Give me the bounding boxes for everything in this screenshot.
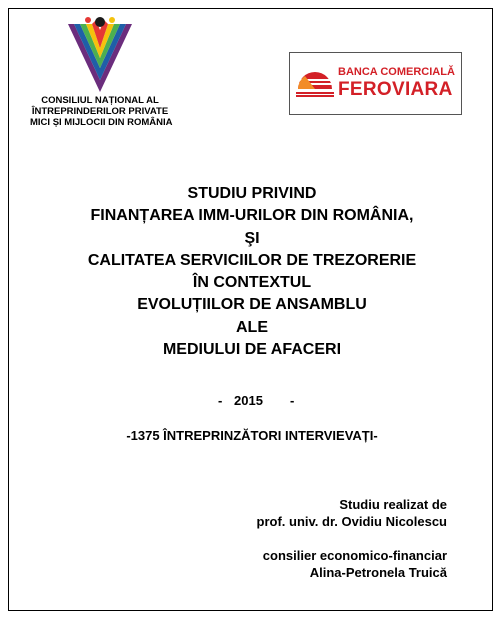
- bank-name-line-2: FEROVIARA: [338, 79, 453, 100]
- title-line-3: ŞI: [244, 229, 260, 247]
- bank-sun-icon: [296, 65, 334, 101]
- credits-line-4: Alina-Petronela Truică: [309, 565, 447, 580]
- title-line-5: ÎN CONTEXTUL: [192, 274, 312, 292]
- title-line-6: EVOLUȚIILOR DE ANSAMBLU: [137, 296, 367, 314]
- title-line-2: FINANȚAREA IMM-URILOR DIN ROMÂNIA,: [90, 207, 414, 225]
- credits-line-1: Studiu realizat de: [339, 497, 447, 512]
- year-dash-right: -: [290, 393, 295, 408]
- respondents-count: -1375 ÎNTREPRINZĂTORI INTERVIEVAȚI-: [126, 428, 378, 443]
- credits-line-3: consilier economico-financiar: [262, 548, 447, 563]
- credits-block: [257, 496, 447, 581]
- cnipmmr-chevron-icon: [66, 16, 134, 94]
- cnipmmr-line-2: ÎNTREPRINDERILOR PRIVATE: [31, 106, 169, 117]
- cnipmmr-name: [30, 95, 173, 128]
- title-line-7: ALE: [236, 318, 268, 336]
- title-line-4: CALITATEA SERVICIILOR DE TREZORERIE: [87, 251, 417, 269]
- cnipmmr-logo: [30, 16, 173, 136]
- credits-spacer: [257, 530, 447, 547]
- cnipmmr-line-3: MICI ȘI MIJLOCII DIN ROMÂNIA: [30, 117, 173, 128]
- bank-name-line-1: BANCA COMERCIALĂ: [338, 66, 455, 78]
- title-line-1: STUDIU PRIVIND: [187, 185, 317, 202]
- bank-logo: [289, 52, 462, 115]
- title-line-8: MEDIULUI DE AFACERI: [162, 341, 342, 359]
- document-title: [20, 183, 484, 361]
- cnipmmr-line-1: CONSILIUL NAȚIONAL AL: [41, 95, 159, 106]
- year-value: 2015: [234, 393, 263, 408]
- credits-line-2: prof. univ. dr. Ovidiu Nicolescu: [256, 514, 447, 529]
- year-dash-left: -: [218, 393, 223, 408]
